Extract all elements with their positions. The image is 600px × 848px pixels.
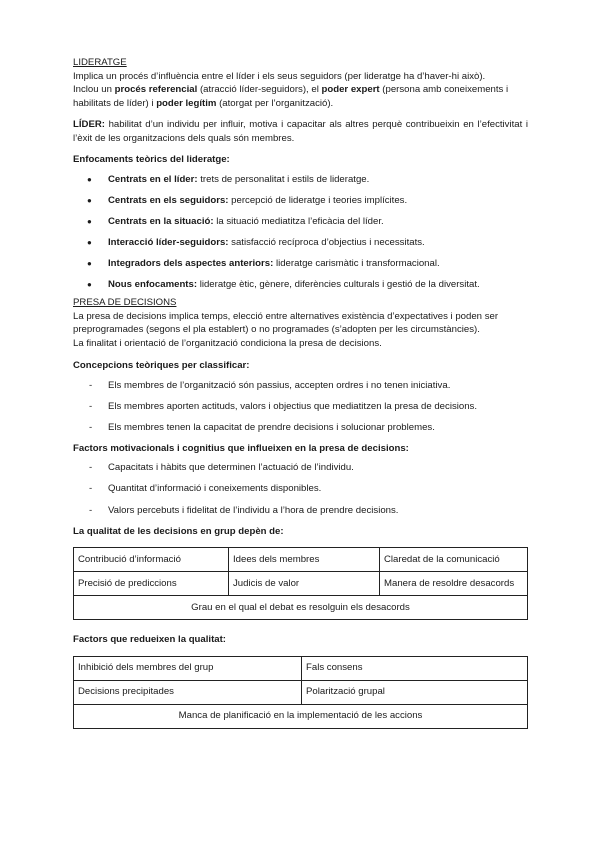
term-poder-expert: poder expert bbox=[321, 84, 380, 95]
table-cell: Claredat de la comunicació bbox=[380, 548, 528, 572]
document-content bbox=[73, 56, 528, 729]
concepcions-list bbox=[73, 379, 528, 435]
lideratge-intro-2 bbox=[73, 83, 528, 110]
lider-label: LÍDER: bbox=[73, 119, 105, 130]
item-text: lideratge carismàtic i transformacional. bbox=[273, 257, 440, 269]
qualitat-table bbox=[73, 547, 528, 620]
item-label: Interacció líder-seguidors: bbox=[108, 236, 229, 248]
lideratge-intro-1: Implica un procés d’influència entre el líder i els seus seguidors (per lideratge ha d’haver-hi això). bbox=[73, 70, 486, 82]
table-row bbox=[74, 680, 528, 704]
presa-intro-1: La presa de decisions implica temps, elecció entre alternatives existència d’expectatives i poden ser preprogramades (segons el pla establert) o no programades (s’adopten per les circumstàncies). bbox=[73, 310, 499, 336]
list-item: - Els membres de l’organització són passius, accepten ordres i no tenen iniciativa. bbox=[73, 379, 528, 393]
table-cell: Fals consens bbox=[302, 656, 528, 680]
concepcions-title: Concepcions teòriques per classificar: bbox=[73, 360, 250, 372]
text-run: (atracció líder-seguidors), el bbox=[197, 84, 322, 95]
list-item: - Quantitat d’informació i coneixements disponibles. bbox=[73, 482, 528, 496]
table-cell: Inhibició dels membres del grup bbox=[74, 656, 302, 680]
table-cell: Decisions precipitades bbox=[74, 680, 302, 704]
table-cell: Manca de planificació en la implementació de les accions bbox=[74, 704, 528, 728]
item-label: Centrats en la situació: bbox=[108, 215, 214, 227]
table-cell: Contribució d’informació bbox=[74, 548, 229, 572]
redueixen-table bbox=[73, 656, 528, 729]
term-poder-legitim: poder legítim bbox=[156, 97, 217, 109]
text-run: (atorgat per l’organització). bbox=[216, 97, 334, 109]
factors-title: Factors motivacionals i cognitius que influeixen en la presa de decisions: bbox=[73, 442, 409, 454]
term-proces-referencial: procés referencial bbox=[114, 84, 198, 95]
item-text: percepció de lideratge i teories implícites. bbox=[228, 194, 408, 206]
list-item bbox=[73, 215, 528, 229]
presa-title: PRESA DE DECISIONS bbox=[73, 297, 177, 309]
table-row bbox=[74, 572, 528, 596]
item-label: Centrats en els seguidors: bbox=[108, 194, 229, 206]
list-item bbox=[73, 257, 528, 271]
table-row bbox=[74, 704, 528, 728]
table-cell: Polarització grupal bbox=[302, 680, 528, 704]
item-text: lideratge ètic, gènere, diferències culturals i gestió de la diversitat. bbox=[197, 278, 480, 290]
redueixen-title: Factors que redueixen la qualitat: bbox=[73, 634, 227, 646]
list-item: - Els membres aporten actituds, valors i objectius que mediatitzen la presa de decisions. bbox=[73, 400, 528, 414]
list-item bbox=[73, 236, 528, 250]
list-item: - Capacitats i hàbits que determinen l’actuació de l’individu. bbox=[73, 461, 528, 475]
item-label: Integradors dels aspectes anteriors: bbox=[108, 257, 274, 269]
item-text: la situació mediatitza l’eficàcia del líder. bbox=[213, 215, 384, 227]
item-label: Centrats en el líder: bbox=[108, 173, 198, 185]
table-row bbox=[74, 656, 528, 680]
qualitat-title: La qualitat de les decisions en grup depèn de: bbox=[73, 525, 284, 537]
table-cell: Judicis de valor bbox=[229, 572, 380, 596]
list-item: - Els membres tenen la capacitat de prendre decisions i solucionar problemes. bbox=[73, 421, 528, 435]
table-cell: Manera de resoldre desacords bbox=[380, 572, 528, 596]
table-cell: Idees dels membres bbox=[229, 548, 380, 572]
presa-intro-2: La finalitat i orientació de l’organització condiciona la presa de decisions. bbox=[73, 337, 382, 349]
item-label: Nous enfocaments: bbox=[108, 278, 198, 290]
factors-list bbox=[73, 461, 528, 517]
lider-definition bbox=[73, 118, 528, 145]
item-text: trets de personalitat i estils de lideratge. bbox=[197, 173, 370, 185]
table-cell: Grau en el qual el debat es resolguin els desacords bbox=[74, 596, 528, 620]
list-item bbox=[73, 194, 528, 208]
text-run: (persona amb coneixements i habilitats de líder) i bbox=[73, 84, 509, 109]
enfocaments-title: Enfocaments teòrics del lideratge: bbox=[73, 154, 230, 165]
lideratge-title: LIDERATGE bbox=[73, 57, 127, 68]
list-item: - Valors percebuts i fidelitat de l’individu a l’hora de prendre decisions. bbox=[73, 504, 528, 518]
list-item bbox=[73, 278, 528, 292]
enfocaments-list bbox=[73, 173, 528, 292]
table-cell: Precisió de prediccions bbox=[74, 572, 229, 596]
table-row bbox=[74, 596, 528, 620]
table-row bbox=[74, 548, 528, 572]
lider-text: habilitat d’un individu per influir, motiva i capacitar als altres perquè contribueixin en l’efectivitat i l’èxit de les organitzacions dels quals són membres. bbox=[73, 119, 528, 144]
item-text: satisfacció recíproca d’objectius i necessitats. bbox=[228, 236, 425, 248]
text-run: Inclou un bbox=[73, 84, 115, 95]
list-item bbox=[73, 173, 528, 187]
